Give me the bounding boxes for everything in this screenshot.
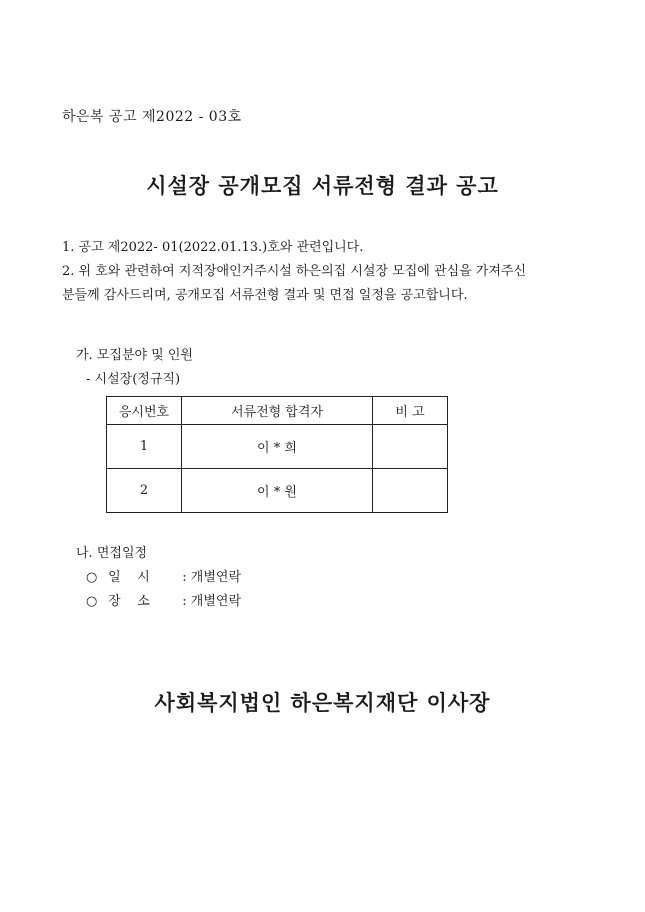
schedule-item-date xyxy=(86,566,241,585)
cell-applicant-number: 1 xyxy=(107,425,182,469)
schedule-label: 일 시 xyxy=(108,570,150,585)
result-table xyxy=(106,396,448,513)
schedule-label: 장 소 xyxy=(108,594,150,609)
section-b-heading: 나. 면접일정 xyxy=(76,546,148,561)
issuer-name: 사회복지법인 하은복지재단 이사장 xyxy=(154,690,491,715)
header-passed-applicant: 서류전형 합격자 xyxy=(182,397,373,425)
circle-bullet-icon: ○ xyxy=(86,594,98,609)
cell-applicant-number: 2 xyxy=(107,469,182,513)
notice-number: 하은복 공고 제2022 - 03호 xyxy=(62,109,242,125)
table-header-row xyxy=(107,397,448,425)
paragraph-1: 1. 공고 제2022- 01(2022.01.13.)호와 관련입니다. xyxy=(62,240,364,255)
cell-passed-applicant: 이 * 원 xyxy=(182,469,373,513)
header-remarks: 비 고 xyxy=(373,397,448,425)
cell-passed-applicant: 이 * 희 xyxy=(182,425,373,469)
section-a-heading: 가. 모집분야 및 인원 xyxy=(76,348,193,363)
schedule-item-place xyxy=(86,590,241,609)
schedule-value: : 개별연락 xyxy=(182,594,242,609)
cell-remarks xyxy=(373,425,448,469)
schedule-value: : 개별연락 xyxy=(182,570,242,585)
paragraph-2-line-1: 2. 위 호와 관련하여 지적장애인거주시설 하은의집 시설장 모집에 관심을 가져주신 xyxy=(62,264,527,279)
document-title: 시설장 공개모집 서류전형 결과 공고 xyxy=(146,173,499,198)
table-row xyxy=(107,469,448,513)
paragraph-2-line-2: 분들께 감사드리며, 공개모집 서류전형 결과 및 면접 일정을 공고합니다. xyxy=(62,288,468,303)
table-row xyxy=(107,425,448,469)
cell-remarks xyxy=(373,469,448,513)
circle-bullet-icon: ○ xyxy=(86,570,98,585)
header-applicant-number: 응시번호 xyxy=(107,397,182,425)
section-a-subheading: - 시설장(정규직) xyxy=(86,372,181,387)
